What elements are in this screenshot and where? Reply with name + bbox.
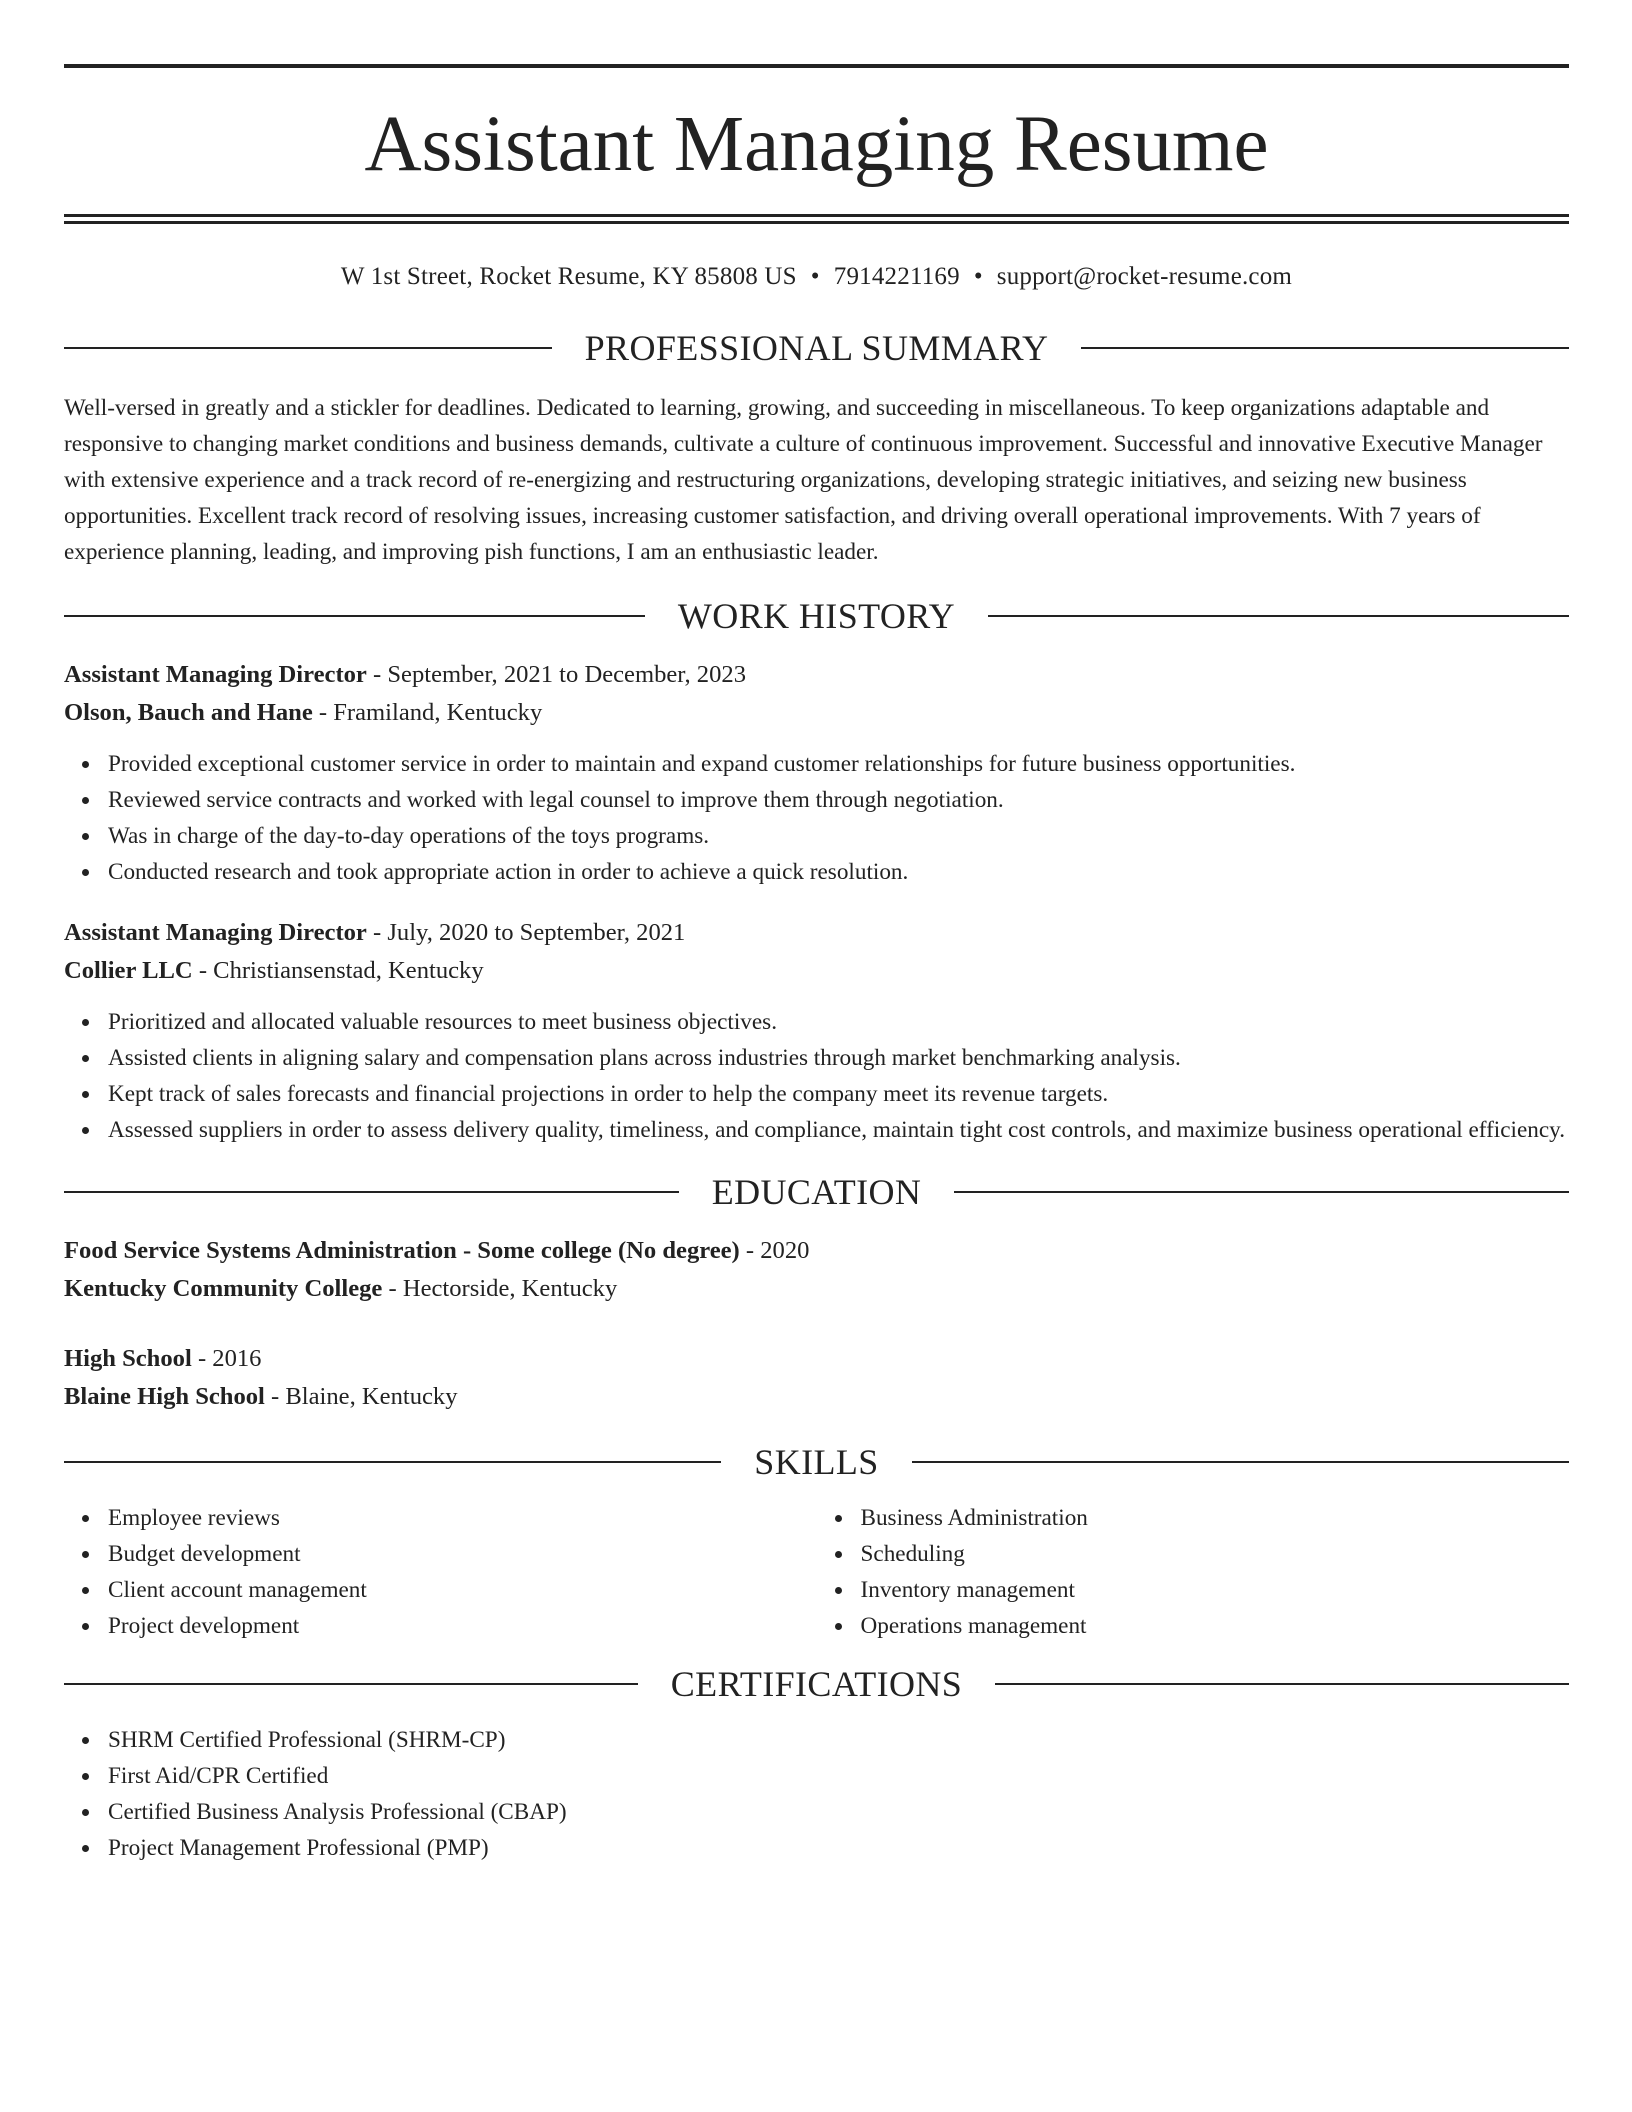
list-item: Reviewed service contracts and worked with legal counsel to improve them through negotiation. bbox=[108, 782, 1569, 818]
list-item: SHRM Certified Professional (SHRM-CP) bbox=[108, 1722, 1569, 1758]
divider bbox=[64, 1191, 679, 1193]
education-year: - 2016 bbox=[191, 1345, 262, 1372]
divider bbox=[912, 1461, 1569, 1463]
job-title: Assistant Managing Director bbox=[64, 919, 367, 946]
job-location: - Framiland, Kentucky bbox=[312, 699, 543, 726]
list-item: Client account management bbox=[108, 1572, 817, 1608]
title-double-rule bbox=[64, 214, 1569, 224]
contact-email: support@rocket-resume.com bbox=[996, 263, 1293, 290]
contact-line bbox=[64, 262, 1569, 292]
list-item: Certified Business Analysis Professional (CBAP) bbox=[108, 1794, 1569, 1830]
divider bbox=[64, 347, 552, 349]
education-school: Blaine High School bbox=[64, 1383, 265, 1410]
divider bbox=[995, 1683, 1569, 1685]
job-company: Collier LLC bbox=[64, 957, 193, 984]
skills-columns bbox=[64, 1500, 1569, 1644]
job-bullets bbox=[64, 1004, 1569, 1148]
list-item: Project development bbox=[108, 1608, 817, 1644]
resume-page bbox=[64, 64, 1569, 1866]
section-label: PROFESSIONAL SUMMARY bbox=[584, 328, 1049, 368]
education-location: - Blaine, Kentucky bbox=[264, 1383, 458, 1410]
divider bbox=[988, 615, 1569, 617]
education-year: - 2020 bbox=[739, 1237, 810, 1264]
job-title-line bbox=[64, 656, 1569, 694]
list-item: Operations management bbox=[861, 1608, 1570, 1644]
list-item: Conducted research and took appropriate action in order to achieve a quick resolution. bbox=[108, 854, 1569, 890]
section-heading-certifications bbox=[64, 1666, 1569, 1702]
list-item: Assisted clients in aligning salary and compensation plans across industries through market benchmarking analysis. bbox=[108, 1040, 1569, 1076]
list-item: Scheduling bbox=[861, 1536, 1570, 1572]
list-item: Inventory management bbox=[861, 1572, 1570, 1608]
list-item: Business Administration bbox=[861, 1500, 1570, 1536]
education-degree: Food Service Systems Administration - Some college (No degree) bbox=[64, 1237, 740, 1264]
divider bbox=[1081, 347, 1569, 349]
education-degree-line bbox=[64, 1232, 1569, 1270]
job-company-line bbox=[64, 952, 1569, 990]
education-school-line bbox=[64, 1270, 1569, 1308]
certifications-list bbox=[64, 1722, 1569, 1866]
section-label: EDUCATION bbox=[711, 1172, 922, 1212]
education-degree-line bbox=[64, 1340, 1569, 1378]
contact-address: W 1st Street, Rocket Resume, KY 85808 US bbox=[340, 263, 797, 290]
skills-list-right bbox=[817, 1500, 1570, 1644]
list-item: Budget development bbox=[108, 1536, 817, 1572]
divider bbox=[64, 1683, 638, 1685]
list-item: Kept track of sales forecasts and financial projections in order to help the company meet its revenue targets. bbox=[108, 1076, 1569, 1112]
education-school: Kentucky Community College bbox=[64, 1275, 383, 1302]
education-degree: High School bbox=[64, 1345, 192, 1372]
list-item: Prioritized and allocated valuable resources to meet business objectives. bbox=[108, 1004, 1569, 1040]
job-title: Assistant Managing Director bbox=[64, 661, 367, 688]
summary-text: Well-versed in greatly and a stickler for deadlines. Dedicated to learning, growing, and succeeding in miscellaneous. To keep organizations adaptable and responsive to changing market conditions and business demands, cultivate a culture of continuous improvement. Successful and innovative Executive Manager with extensive experience and a track record of re-energizing and restructuring organizations, developing strategic initiatives, and seizing new business opportunities. Excellent track record of resolving issues, increasing customer satisfaction, and driving overall operational improvements. With 7 years of experience planning, leading, and improving pish functions, I am an enthusiastic leader. bbox=[64, 395, 1543, 565]
job-entry bbox=[64, 914, 1569, 1148]
list-item: Employee reviews bbox=[108, 1500, 817, 1536]
education-entry bbox=[64, 1340, 1569, 1416]
skills-list-left bbox=[64, 1500, 817, 1644]
job-dates: - July, 2020 to September, 2021 bbox=[366, 919, 686, 946]
job-company: Olson, Bauch and Hane bbox=[64, 699, 313, 726]
job-company-line bbox=[64, 694, 1569, 732]
section-heading-education bbox=[64, 1174, 1569, 1210]
list-item: Project Management Professional (PMP) bbox=[108, 1830, 1569, 1866]
education-location: - Hectorside, Kentucky bbox=[382, 1275, 618, 1302]
section-label: CERTIFICATIONS bbox=[670, 1664, 963, 1704]
divider bbox=[64, 1461, 721, 1463]
job-entry bbox=[64, 656, 1569, 890]
contact-separator: • bbox=[973, 263, 983, 290]
list-item: Provided exceptional customer service in order to maintain and expand customer relationships for future business opportunities. bbox=[108, 746, 1569, 782]
education-entry bbox=[64, 1232, 1569, 1308]
job-location: - Christiansenstad, Kentucky bbox=[192, 957, 484, 984]
contact-phone: 7914221169 bbox=[833, 263, 960, 290]
job-bullets bbox=[64, 746, 1569, 890]
education-school-line bbox=[64, 1378, 1569, 1416]
top-rule bbox=[64, 64, 1569, 68]
list-item: Was in charge of the day-to-day operations of the toys programs. bbox=[108, 818, 1569, 854]
list-item: First Aid/CPR Certified bbox=[108, 1758, 1569, 1794]
section-label: SKILLS bbox=[754, 1442, 879, 1482]
job-dates: - September, 2021 to December, 2023 bbox=[366, 661, 746, 688]
section-heading-work bbox=[64, 598, 1569, 634]
section-label: WORK HISTORY bbox=[677, 596, 956, 636]
divider bbox=[64, 615, 645, 617]
job-title-line bbox=[64, 914, 1569, 952]
section-heading-skills bbox=[64, 1444, 1569, 1480]
resume-title: Assistant Managing Resume bbox=[364, 101, 1269, 188]
contact-separator: • bbox=[810, 263, 820, 290]
list-item: Assessed suppliers in order to assess delivery quality, timeliness, and compliance, maintain tight cost controls, and maximize business operational efficiency. bbox=[108, 1112, 1569, 1148]
divider bbox=[954, 1191, 1569, 1193]
section-heading-summary bbox=[64, 330, 1569, 366]
